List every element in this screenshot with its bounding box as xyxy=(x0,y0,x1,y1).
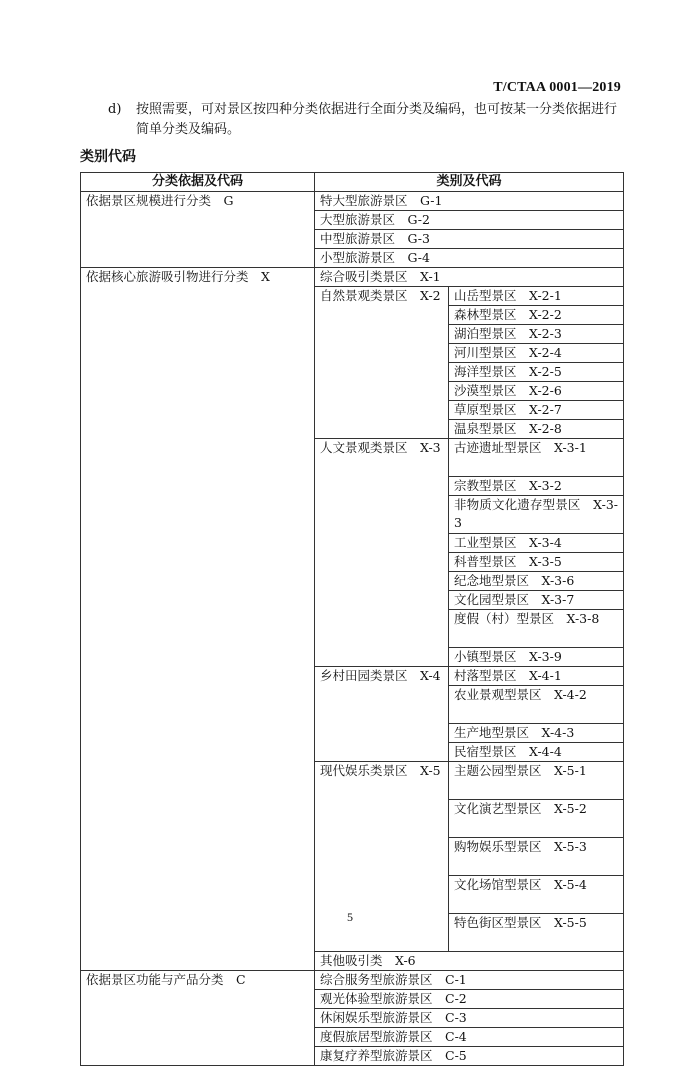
category-cell: 人文景观类景区 X-3 xyxy=(315,439,449,667)
subcategory-cell: 科普型景区 X-3-5 xyxy=(449,553,624,572)
subcategory-cell: 文化园型景区 X-3-7 xyxy=(449,591,624,610)
subcategory-cell: 古迹遗址型景区 X-3-1 xyxy=(449,439,624,477)
subcategory-cell: 河川型景区 X-2-4 xyxy=(449,344,624,363)
subcategory-cell: 工业型景区 X-3-4 xyxy=(449,534,624,553)
subcategory-cell: 生产地型景区 X-4-3 xyxy=(449,724,624,743)
page-number: 5 xyxy=(347,910,353,924)
table-row xyxy=(81,971,624,990)
clause-d xyxy=(108,100,628,140)
header-basis: 分类依据及代码 xyxy=(81,173,315,192)
subcategory-cell: 购物娱乐型景区 X-5-3 xyxy=(449,838,624,876)
category-cell: 度假旅居型旅游景区 C-4 xyxy=(315,1028,624,1047)
subcategory-cell: 民宿型景区 X-4-4 xyxy=(449,743,624,762)
category-cell: 观光体验型旅游景区 C-2 xyxy=(315,990,624,1009)
category-cell: 其他吸引类 X-6 xyxy=(315,952,624,971)
category-cell: 特大型旅游景区 G-1 xyxy=(315,192,624,211)
subcategory-cell: 非物质文化遗存型景区 X-3-3 xyxy=(449,496,624,534)
category-code-table xyxy=(80,172,624,1066)
subcategory-cell: 山岳型景区 X-2-1 xyxy=(449,287,624,306)
subcategory-cell: 海洋型景区 X-2-5 xyxy=(449,363,624,382)
category-cell: 康复疗养型旅游景区 C-5 xyxy=(315,1047,624,1066)
basis-cell: 依据核心旅游吸引物进行分类 X xyxy=(81,268,315,971)
subcategory-cell: 主题公园型景区 X-5-1 xyxy=(449,762,624,800)
category-cell: 休闲娱乐型旅游景区 C-3 xyxy=(315,1009,624,1028)
subcategory-cell: 村落型景区 X-4-1 xyxy=(449,667,624,686)
subcategory-cell: 沙漠型景区 X-2-6 xyxy=(449,382,624,401)
table-header-row xyxy=(81,173,624,192)
subcategory-cell: 宗教型景区 X-3-2 xyxy=(449,477,624,496)
category-cell: 大型旅游景区 G-2 xyxy=(315,211,624,230)
subcategory-cell: 小镇型景区 X-3-9 xyxy=(449,648,624,667)
subcategory-cell: 草原型景区 X-2-7 xyxy=(449,401,624,420)
subcategory-cell: 纪念地型景区 X-3-6 xyxy=(449,572,624,591)
subcategory-cell: 特色街区型景区 X-5-5 xyxy=(449,914,624,952)
subcategory-cell: 温泉型景区 X-2-8 xyxy=(449,420,624,439)
category-cell: 综合服务型旅游景区 C-1 xyxy=(315,971,624,990)
category-cell: 小型旅游景区 G-4 xyxy=(315,249,624,268)
subcategory-cell: 文化场馆型景区 X-5-4 xyxy=(449,876,624,914)
category-cell: 现代娱乐类景区 X-5 xyxy=(315,762,449,952)
subcategory-cell: 湖泊型景区 X-2-3 xyxy=(449,325,624,344)
table-body xyxy=(81,192,624,1066)
subcategory-cell: 度假（村）型景区 X-3-8 xyxy=(449,610,624,648)
table-row xyxy=(81,192,624,211)
category-cell: 自然景观类景区 X-2 xyxy=(315,287,449,439)
section-title: 类别代码 xyxy=(80,149,136,165)
subcategory-cell: 农业景观型景区 X-4-2 xyxy=(449,686,624,724)
clause-text: 按照需要，可对景区按四种分类依据进行全面分类及编码，也可按某一分类依据进行简单分类及编码。 xyxy=(136,102,618,137)
subcategory-cell: 森林型景区 X-2-2 xyxy=(449,306,624,325)
table-row xyxy=(81,268,624,287)
basis-cell: 依据景区功能与产品分类 C xyxy=(81,971,315,1066)
document-code: T/CTAA 0001—2019 xyxy=(493,80,621,95)
category-cell: 中型旅游景区 G-3 xyxy=(315,230,624,249)
basis-cell: 依据景区规模进行分类 G xyxy=(81,192,315,268)
category-cell: 乡村田园类景区 X-4 xyxy=(315,667,449,762)
subcategory-cell: 文化演艺型景区 X-5-2 xyxy=(449,800,624,838)
clause-marker: d) xyxy=(108,102,122,117)
category-cell: 综合吸引类景区 X-1 xyxy=(315,268,624,287)
header-category: 类别及代码 xyxy=(315,173,624,192)
